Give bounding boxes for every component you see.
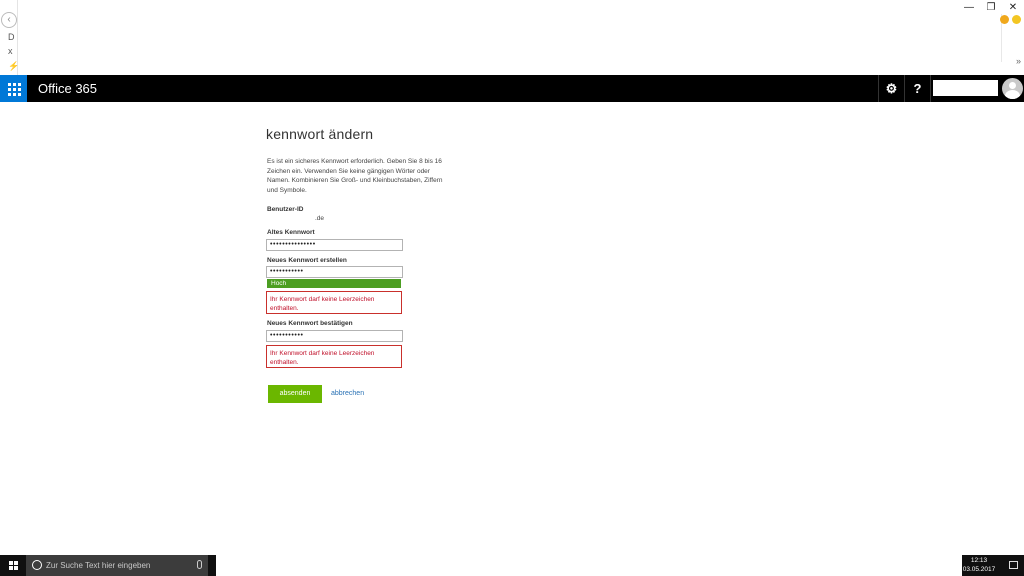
new-password-error: Ihr Kennwort darf keine Leerzeichen enthalten. [266,291,402,314]
cancel-link[interactable]: abbrechen [331,390,365,397]
help-icon[interactable]: ? [913,81,922,96]
browser-chrome [0,0,1024,75]
browser-side-strip [0,0,18,75]
clock-time: 12:13 [970,557,988,564]
new-password-input[interactable]: ••••••••••• [266,266,403,278]
taskbar [0,555,1024,576]
extension-icons [1000,15,1021,24]
user-name-area[interactable] [933,80,998,96]
user-id-label: Benutzer-ID [267,206,304,213]
page-title: kennwort ändern [266,126,374,142]
close-icon[interactable]: x [8,46,13,56]
notification-icon[interactable] [1009,561,1018,569]
more-chevron-icon[interactable]: » [1015,56,1021,66]
cortana-icon [32,560,42,570]
taskbar-search-input[interactable] [26,555,208,576]
avatar[interactable] [1002,78,1023,99]
extension-icon[interactable] [1000,15,1009,24]
settings-gear-icon[interactable]: ⚙ [885,81,898,96]
microphone-icon[interactable] [197,560,202,569]
app-title[interactable]: Office 365 [38,81,98,96]
old-password-label: Altes Kennwort [267,229,315,236]
clock-date: 03.05.2017 [962,566,996,573]
smiley-icon[interactable] [1012,15,1021,24]
password-requirements-text: Es ist ein sicheres Kennwort erforderlich. Geben Sie 8 bis 16 Zeichen ein. Verwenden Sie keine gängigen Wörter oder Namen. Kombinieren Sie Groß- und Kleinbuchstaben, Ziffern und Symbole. [267,158,443,194]
windows-logo-icon [9,561,18,570]
confirm-password-label: Neues Kennwort bestätigen [267,320,353,327]
old-password-input[interactable]: ••••••••••••••• [266,239,403,251]
confirm-password-error: Ihr Kennwort darf keine Leerzeichen enthalten. [266,345,402,368]
user-id-value: .de [315,215,325,222]
office-topbar [0,75,1024,102]
back-button[interactable]: ‹ [1,12,17,28]
confirm-password-input[interactable]: ••••••••••• [266,330,403,342]
system-tray-clock[interactable] [962,555,1024,576]
close-window-button[interactable]: ✕ [1008,2,1018,13]
password-strength-bar: Hoch [267,279,401,288]
start-button[interactable] [0,555,26,576]
minimize-button[interactable]: — [964,2,974,13]
bolt-icon[interactable]: ⚡ [8,61,20,71]
new-password-label: Neues Kennwort erstellen [267,257,347,264]
tab-icon[interactable]: D [8,32,15,42]
restore-button[interactable]: ❐ [986,2,996,13]
submit-button[interactable]: absenden [268,385,322,403]
search-bar-end [208,555,216,576]
topbar-separator [930,75,931,102]
app-launcher-waffle-icon[interactable] [0,75,27,102]
search-placeholder: Zur Suche Text hier eingeben [46,561,151,570]
